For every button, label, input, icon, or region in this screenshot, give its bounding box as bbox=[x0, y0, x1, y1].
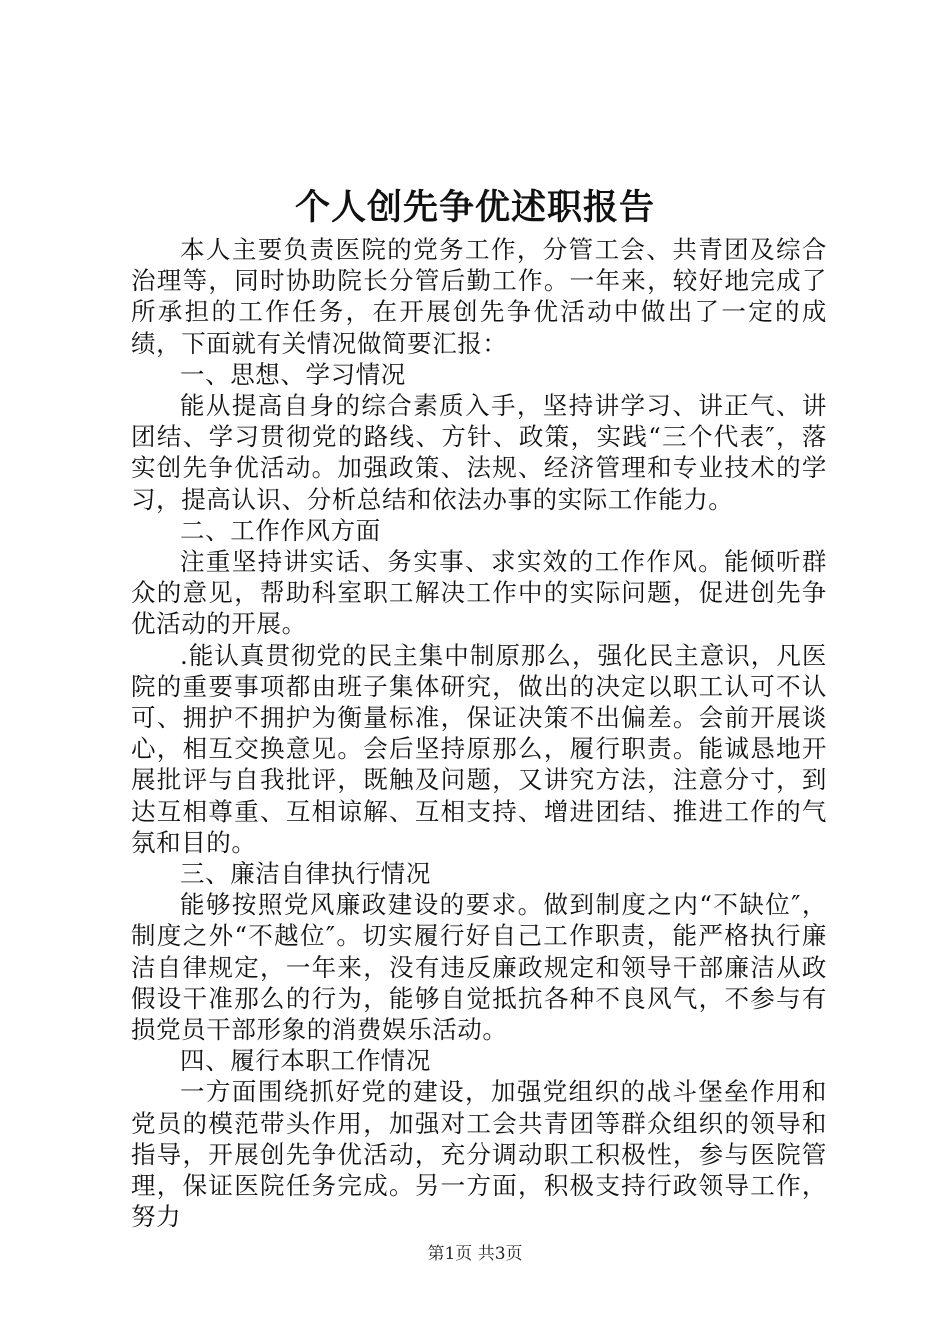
paragraph-study: 能从提高自身的综合素质入手，坚持讲学习、讲正气、讲团结、学习贯彻党的路线、方针、政策，实践“三个代表″，落实创先争优活动。加强政策、法规、经济管理和专业技术的学习，提高认识、分析总结和依法办事的实际工作能力。 bbox=[131, 391, 827, 514]
document-body bbox=[131, 234, 827, 1233]
section-heading-1: 一、思想、学习情况 bbox=[180, 359, 406, 389]
section-heading-2: 二、工作作风方面 bbox=[180, 515, 381, 545]
page-number-footer: 第1页 共3页 bbox=[427, 1244, 523, 1264]
paragraph-intro: 本人主要负责医院的党务工作，分管工会、共青团及综合治理等，同时协助院长分管后勤工作。一年来，较好地完成了所承担的工作任务，在开展创先争优活动中做出了一定的成绩，下面就有关情况做简要汇报： bbox=[131, 235, 827, 358]
paragraph-duties: 一方面围绕抓好党的建设，加强党组织的战斗堡垒作用和党员的模范带头作用，加强对工会共青团等群众组织的领导和指导，开展创先争优活动，充分调动职工积极性，参与医院管理，保证医院任务完成。另一方面，积极支持行政领导工作，努力 bbox=[131, 1077, 827, 1232]
paragraph-integrity: 能够按照党风廉政建设的要求。做到制度之内“不缺位″，制度之外“不越位″。切实履行好自己工作职责，能严格执行廉洁自律规定，一年来，没有违反廉政规定和领导干部廉洁从政假设干准那么的行为，能够自觉抵抗各种不良风气，不参与有损党员干部形象的消费娱乐活动。 bbox=[131, 890, 827, 1045]
document-title: 个人创先争优述职报告 bbox=[294, 187, 655, 228]
section-heading-3: 三、廉洁自律执行情况 bbox=[180, 859, 431, 889]
paragraph-work-style: 注重坚持讲实话、务实事、求实效的工作作风。能倾听群众的意见，帮助科室职工解决工作中的实际问题，促进创先争优活动的开展。 bbox=[131, 547, 827, 639]
paragraph-democratic-centralism: .能认真贯彻党的民主集中制原那么，强化民主意识，凡医院的重要事项都由班子集体研究，做出的决定以职工认可不认可、拥护不拥护为衡量标准，保证决策不出偏差。会前开展谈心，相互交换意见。会后坚持原那么，履行职责。能诚恳地开展批评与自我批评，既触及问题，又讲究方法，注意分寸，到达互相尊重、互相谅解、互相支持、增进团结、推进工作的气氛和目的。 bbox=[131, 640, 827, 857]
section-heading-4: 四、履行本职工作情况 bbox=[180, 1046, 431, 1076]
